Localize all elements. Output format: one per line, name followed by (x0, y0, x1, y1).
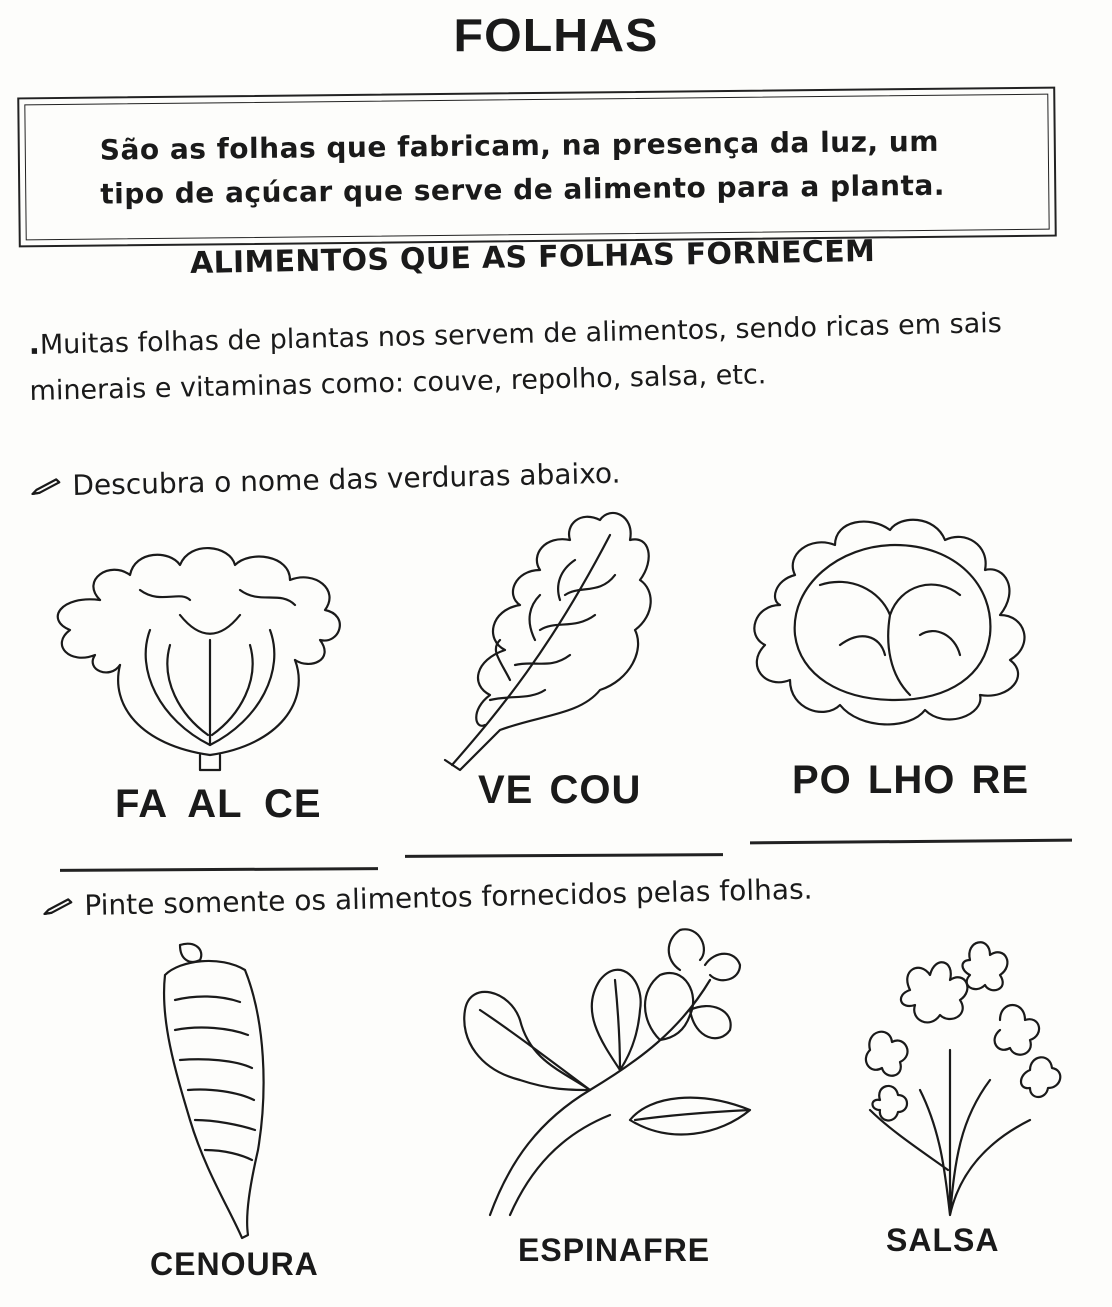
syllables-lettuce: FA AL CE (115, 782, 322, 826)
instruction-2-text: Pinte somente os alimentos fornecidos pelas folhas. (83, 872, 813, 923)
lettuce-illustration (40, 520, 370, 780)
instruction-1-text: Descubra o nome das verduras abaixo. (71, 456, 621, 503)
intro-line-1: São as folhas que fabricam, na presença da luz, um (99, 124, 940, 167)
syllables-cabbage: PO LHO RE (792, 758, 1030, 802)
spinach-illustration[interactable] (450, 920, 780, 1220)
syllables-kale: VE COU (478, 768, 642, 812)
answer-line-1[interactable] (60, 867, 378, 872)
paragraph (28, 298, 1090, 415)
cabbage-illustration (740, 505, 1040, 740)
intro-line-2: tipo de açúcar que serve de alimento para a planta. (100, 168, 946, 211)
instruction-2 (42, 873, 813, 923)
carrot-illustration[interactable] (150, 940, 280, 1240)
kale-illustration (430, 500, 680, 780)
pencil-icon (30, 475, 62, 498)
label-carrot: CENOURA (150, 1246, 319, 1282)
instruction-1 (30, 457, 621, 503)
paragraph-line-2: minerais e vitaminas como: couve, repolho, salsa, etc. (29, 359, 767, 407)
intro-text (100, 119, 1001, 216)
page-title: FOLHAS (453, 9, 659, 61)
bullet: . (28, 326, 41, 362)
pencil-icon (42, 895, 74, 918)
label-spinach: ESPINAFRE (518, 1232, 711, 1268)
answer-line-3[interactable] (750, 839, 1072, 845)
paragraph-line-1: Muitas folhas de plantas nos servem de alimentos, sendo ricas em sais (39, 307, 1003, 361)
section-subtitle: ALIMENTOS QUE AS FOLHAS FORNECEM (189, 234, 876, 281)
label-parsley: SALSA (886, 1222, 1000, 1258)
parsley-illustration[interactable] (850, 930, 1070, 1220)
intro-box (17, 87, 1057, 248)
answer-line-2[interactable] (405, 853, 723, 858)
